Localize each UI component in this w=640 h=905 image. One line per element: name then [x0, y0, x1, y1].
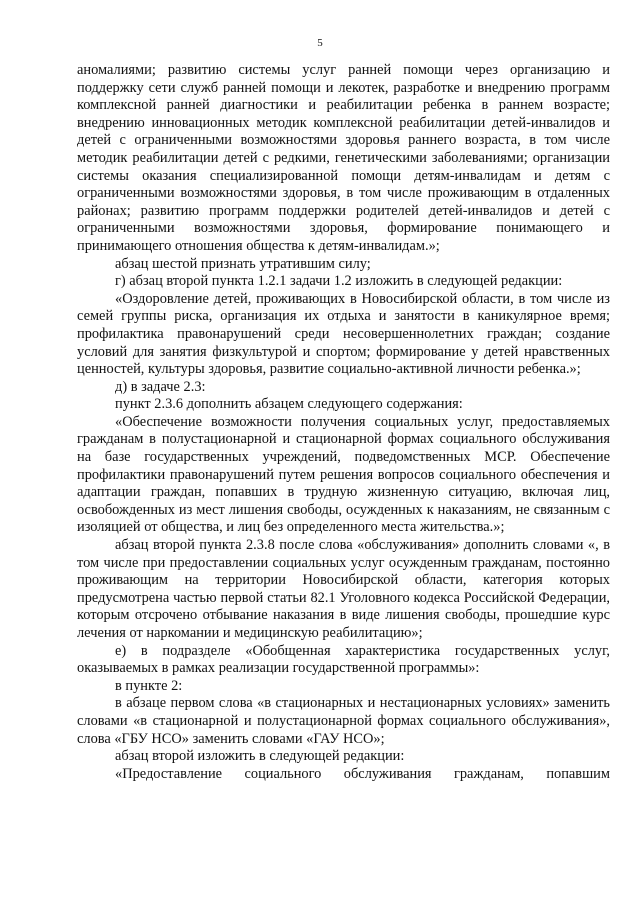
paragraph-13: «Предоставление социального обслуживания гражданам, попавшим: [115, 765, 610, 782]
paragraph-3: г) абзац второй пункта 1.2.1 задачи 1.2 изложить в следующей редакции:: [115, 273, 563, 290]
paragraph-2: абзац шестой признать утратившим силу;: [115, 255, 371, 272]
paragraph-5: д) в задаче 2.3:: [115, 378, 206, 395]
paragraph-12: абзац второй изложить в следующей редакции:: [115, 748, 405, 765]
paragraph-11: в абзаце первом слова «в стационарных и нестационарных условиях» заменить словами «в стационарной и полустационарной формах социального обслуживания», слова «ГБУ НСО» заменить словами «ГАУ НСО»;: [77, 695, 610, 747]
paragraph-9: е) в подразделе «Обобщенная характеристика государственных услуг, оказываемых в рамках реализации государственной программы»:: [77, 642, 610, 677]
paragraph-1: аномалиями; развитию системы услуг ранней помощи через организацию и поддержку сети служб ранней помощи и лекотек, разработке и внедрению программ комплексной ранней диагностики и реабилитации ребенка в раннем возрасте; внедрению инновационных методик комплексной реабилитации детей-инвалидов и детей с ограниченными возможностями здоровья раннего возраста, в том числе методик реабилитации детей с редкими, генетическими заболеваниями; организации системы оказания специализированной помощи детям-инвалидам и детям с ограниченными возможностями здоровья, в том числе проживающим в отдаленных районах; развитию программ поддержки родителей детей-инвалидов и детей с ограниченными возможностями здоровья, формирование понимающего и принимающего отношения общества к детям-инвалидам.»;: [77, 62, 610, 254]
paragraph-8: абзац второй пункта 2.3.8 после слова «обслуживания» дополнить словами «, в том числе при предоставлении социальных услуг осужденным гражданам, постоянно проживающим на территории Новосибирской области, категория которых предусмотрена частью первой статьи 82.1 Уголовного кодекса Российской Федерации, которым отсрочено отбывание наказания в виде лишения свободы, прошедшие курс лечения от наркомании и медицинскую реабилитацию»;: [77, 537, 610, 641]
paragraph-6: пункт 2.3.6 дополнить абзацем следующего содержания:: [115, 396, 463, 413]
paragraph-4: «Оздоровление детей, проживающих в Новосибирской области, в том числе из семей группы риска, организация их отдыха и занятости в каникулярное время; профилактика правонарушений среди несовершеннолетних граждан; создание условий для занятия физкультурой и спортом; формирование у детей нравственных ценностей, культуры здоровья, развитие социально-активной личности ребенка.»;: [77, 290, 610, 378]
page-number: 5: [317, 37, 323, 49]
paragraph-7: «Обеспечение возможности получения социальных услуг, предоставляемых гражданам в полустационарной и стационарной формах социального обслуживания на базе государственных учреждений, подведомственных МСР. Обеспечение профилактики правонарушений путем решения вопросов социального обеспечения и адаптации граждан, попавших в трудную жизненную ситуацию, включая лиц, освобожденных из мест лишения свободы, осужденных к наказаниям, не связанным с изоляцией от общества, и лиц без определенного места жительства.»;: [77, 413, 610, 536]
paragraph-10: в пункте 2:: [115, 677, 183, 694]
document-body: [77, 62, 610, 783]
